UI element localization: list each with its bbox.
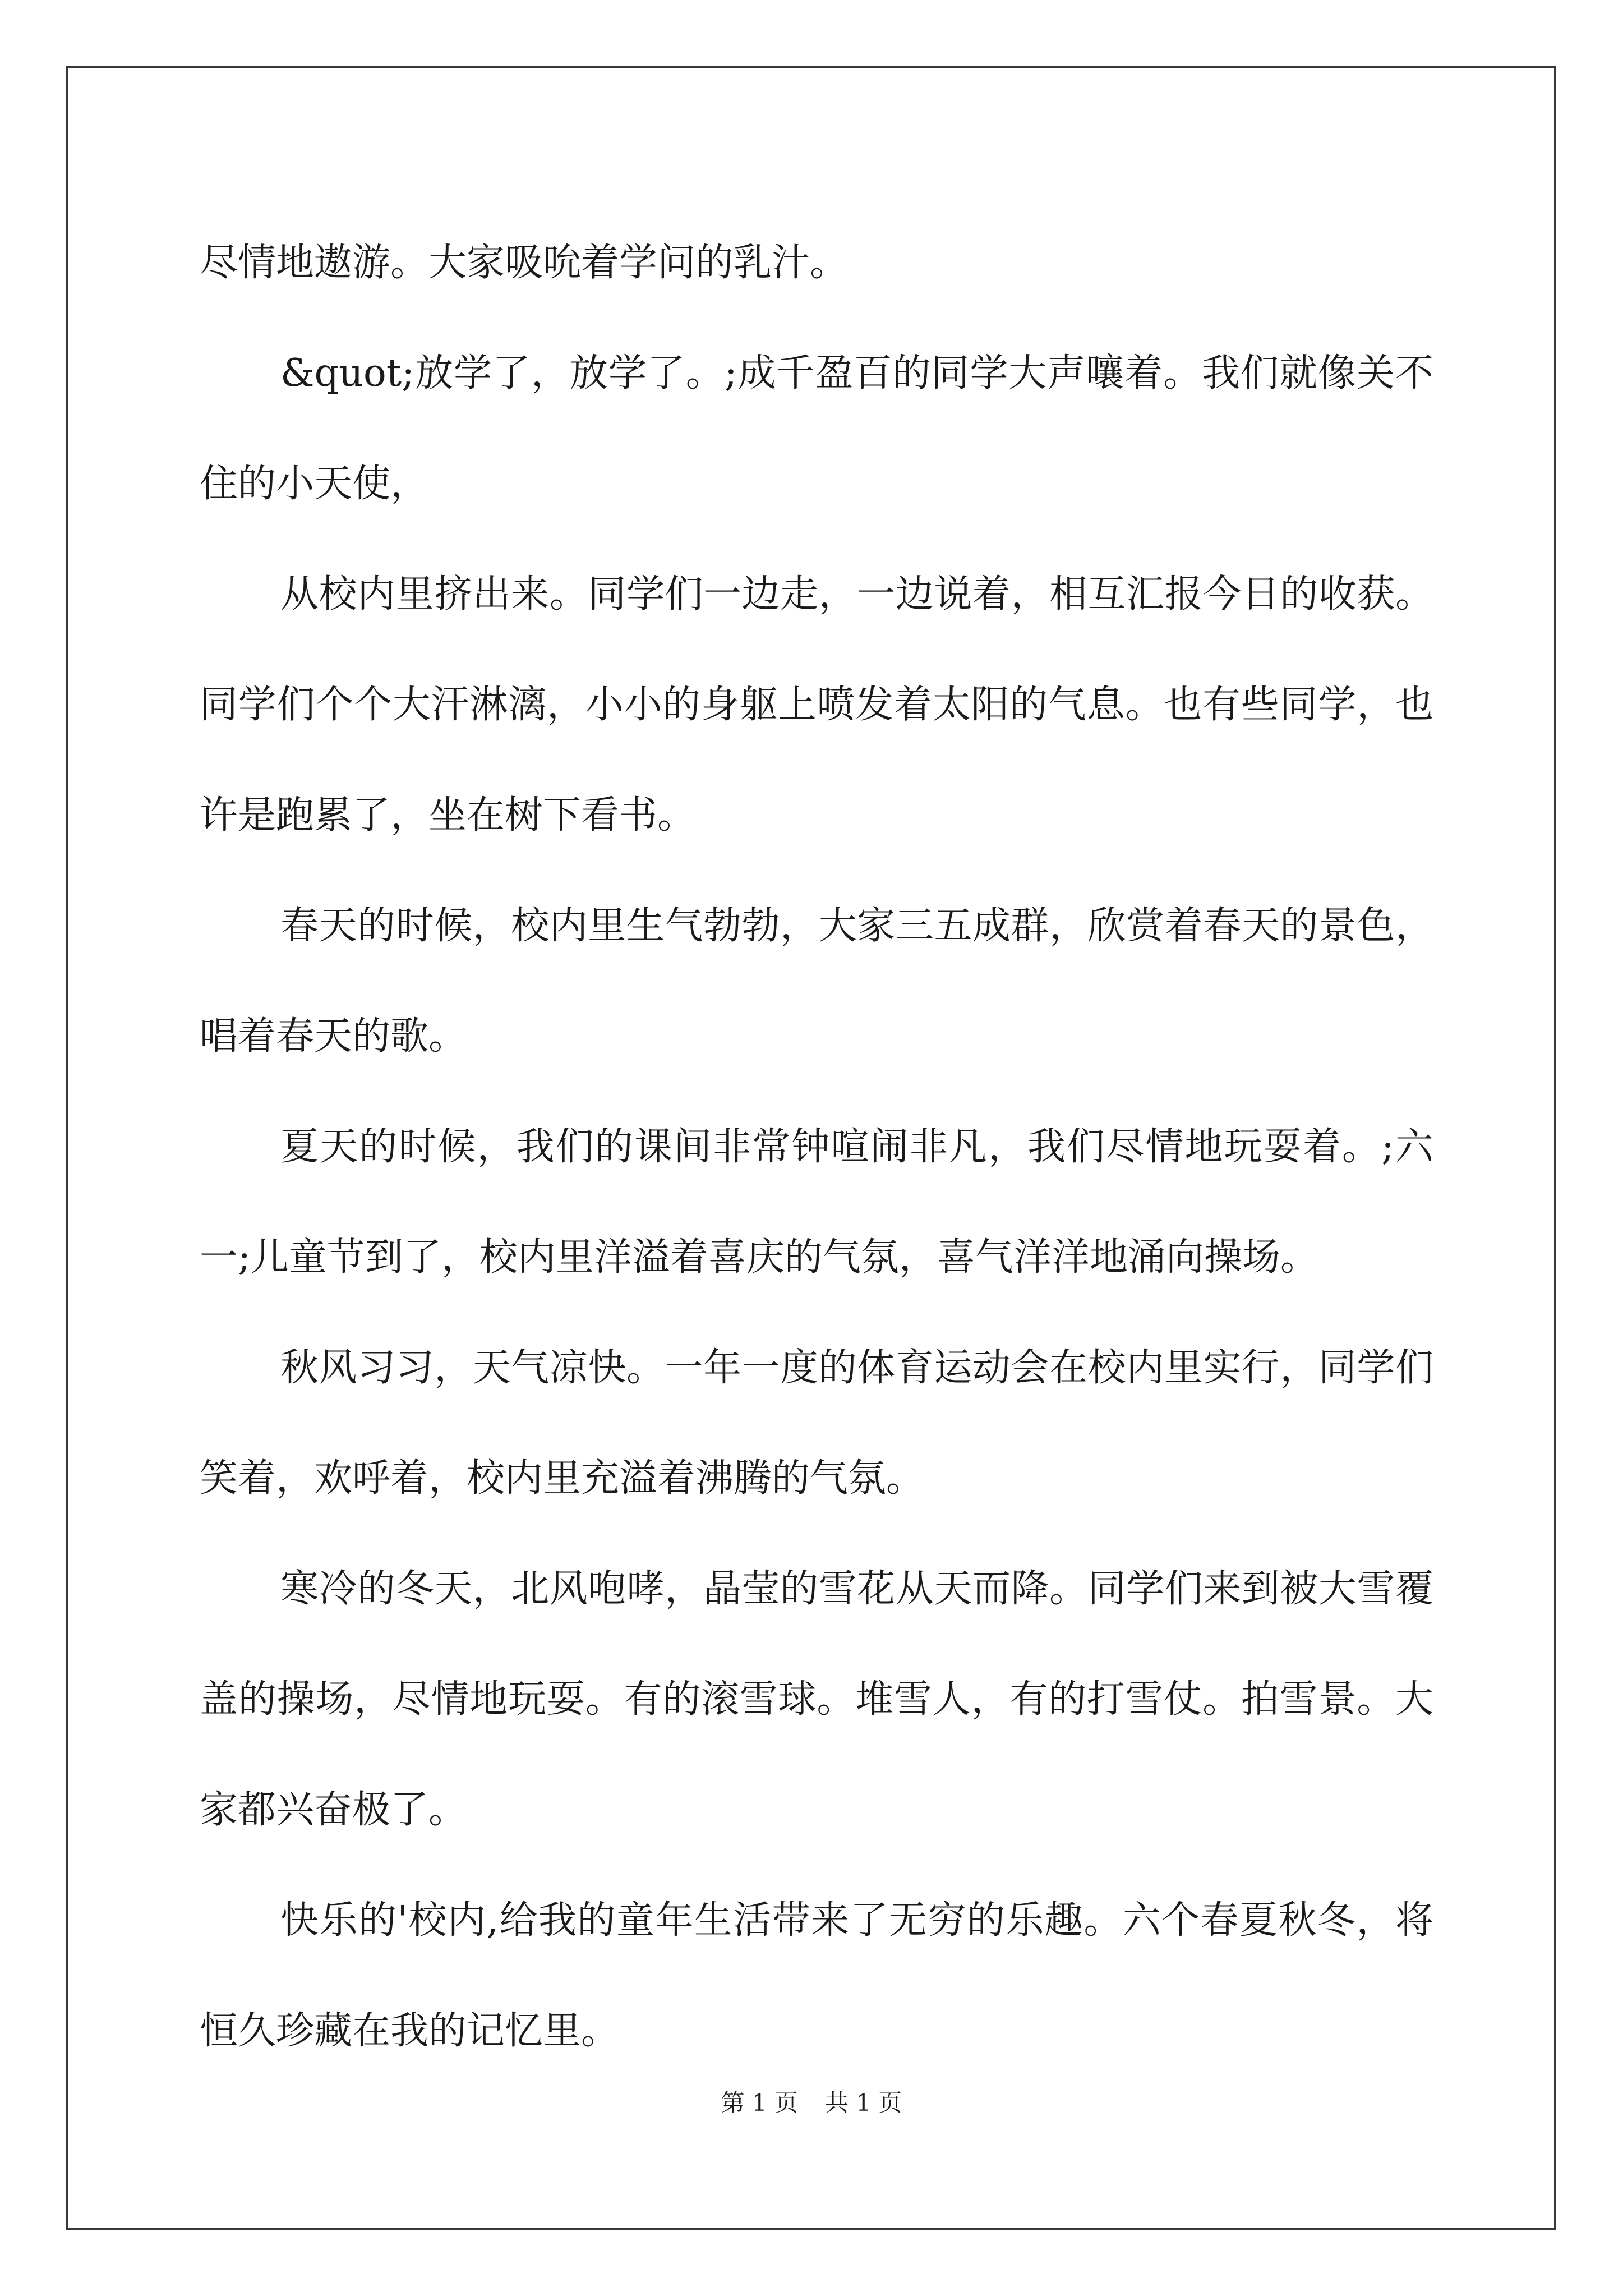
- paragraph-8: 快乐的'校内,给我的童年生活带来了无穷的乐趣。六个春夏秋冬，将恒久珍藏在我的记忆里。: [200, 1898, 1433, 2053]
- paragraph-7: 寒冷的冬天，北风咆哮，晶莹的雪花从天而降。同学们来到被大雪覆盖的操场，尽情地玩耍。有的滚雪球。堆雪人，有的打雪仗。拍雪景。大家都兴奋极了。: [200, 1567, 1433, 1832]
- page-total: 共 1 页: [825, 2089, 902, 2116]
- paragraph-4: 春天的时候，校内里生气勃勃，大家三五成群，欣赏着春天的景色，唱着春天的歌。: [200, 904, 1433, 1059]
- paragraph-2: &quot;放学了，放学了。;成千盈百的同学大声嚷着。我们就像关不住的小天使，: [200, 351, 1433, 506]
- document-body: [200, 208, 1433, 2086]
- page-number: 第 1 页: [721, 2089, 798, 2116]
- paragraph-3: 从校内里挤出来。同学们一边走，一边说着，相互汇报今日的收获。同学们个个大汗淋漓，小小的身躯上喷发着太阳的气息。也有些同学，也许是跑累了，坐在树下看书。: [200, 572, 1433, 838]
- paragraph-1: 尽情地遨游。大家吸吮着学问的乳汁。: [200, 241, 849, 285]
- paragraph-6: 秋风习习，天气凉快。一年一度的体育运动会在校内里实行，同学们笑着，欢呼着，校内里充溢着沸腾的气氛。: [200, 1346, 1433, 1501]
- page-footer: [0, 2085, 1623, 2118]
- paragraph-5: 夏天的时候，我们的课间非常钟喧闹非凡，我们尽情地玩耍着。;六一;儿童节到了，校内里洋溢着喜庆的气氛，喜气洋洋地涌向操场。: [200, 1125, 1433, 1280]
